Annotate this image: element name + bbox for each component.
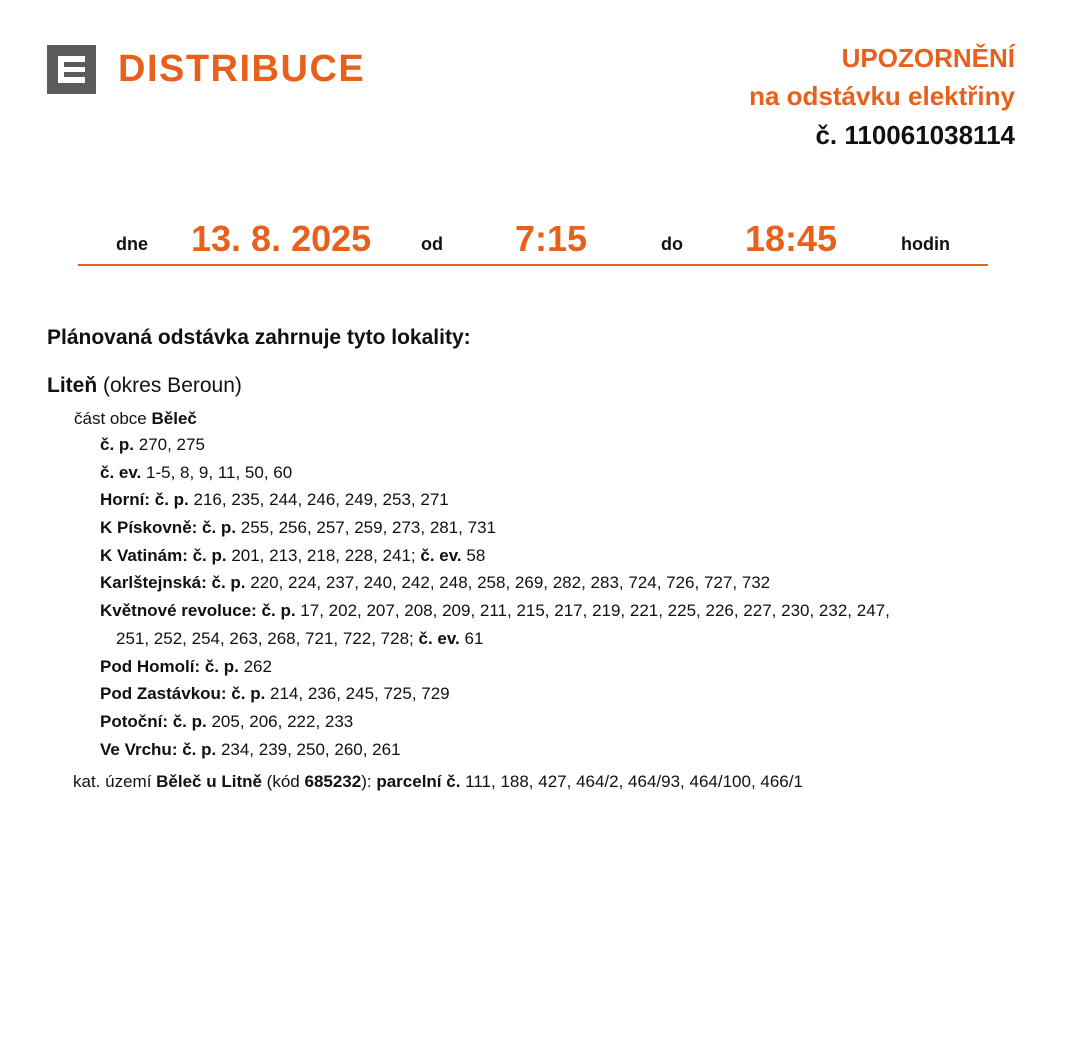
schedule-row	[78, 210, 988, 266]
address-numbers: 205, 206, 222, 233	[206, 711, 354, 731]
day-label: dne	[116, 234, 149, 254]
address-numbers: 270, 275	[134, 435, 205, 454]
address-numbers: 111, 188, 427, 464/2, 464/93, 464/100, 466/1	[460, 772, 803, 791]
address-line-continuation	[100, 629, 1020, 657]
address-label: Potoční: č. p.	[100, 711, 207, 731]
part-of-town	[74, 409, 197, 429]
address-line	[100, 546, 1020, 574]
localities-heading: Plánovaná odstávka zahrnuje tyto lokality:	[47, 326, 471, 349]
to-time: 18:45	[745, 218, 838, 259]
address-line	[100, 463, 1020, 491]
address-line	[100, 740, 1020, 768]
address-numbers: 251, 252, 254, 263, 268, 721, 722, 728;	[116, 628, 419, 648]
address-line	[100, 490, 1020, 518]
cez-e-logo-icon	[47, 45, 96, 94]
from-label: od	[421, 234, 443, 254]
address-label: Květnové revoluce: č. p.	[100, 601, 296, 621]
notice-header	[749, 42, 1015, 153]
address-label: K Vatinám: č. p.	[100, 545, 227, 565]
address-label: K Pískovně: č. p.	[100, 518, 237, 538]
notice-title: UPOZORNĚNÍ	[841, 43, 1015, 73]
address-numbers: 262	[238, 656, 272, 676]
notice-subtitle: na odstávku elektřiny	[749, 81, 1015, 111]
address-numbers: 1-5, 8, 9, 11, 50, 60	[141, 462, 293, 482]
address-numbers: 58	[461, 545, 486, 565]
address-numbers: 255, 256, 257, 259, 273, 281, 731	[236, 518, 496, 538]
part-name: Běleč	[151, 409, 197, 428]
outage-date: 13. 8. 2025	[191, 218, 372, 259]
town-district: (okres Beroun)	[97, 374, 242, 397]
address-line	[100, 518, 1020, 546]
town-line	[47, 374, 242, 398]
town-name: Liteň	[47, 374, 98, 397]
address-numbers: 201, 213, 218, 228, 241;	[226, 545, 421, 565]
address-label: č. ev.	[100, 462, 142, 482]
address-label: parcelní č.	[376, 772, 461, 791]
brand-name: DISTRIBUCE	[118, 48, 366, 90]
unit-label: hodin	[901, 234, 950, 254]
address-line	[100, 435, 1020, 463]
address-line	[100, 657, 1020, 685]
address-label: 685232	[304, 772, 362, 791]
address-numbers: (kód	[261, 772, 305, 791]
address-line	[100, 684, 1020, 712]
brand-logo	[47, 45, 365, 94]
address-numbers: ):	[361, 772, 377, 791]
from-time: 7:15	[515, 218, 588, 259]
address-label: Pod Homolí: č. p.	[100, 656, 239, 676]
address-numbers: 234, 239, 250, 260, 261	[216, 739, 401, 759]
address-line	[100, 573, 1020, 601]
address-label: Běleč u Litně	[156, 772, 262, 791]
address-label: Ve Vrchu: č. p.	[100, 739, 217, 759]
address-numbers: 220, 224, 237, 240, 242, 248, 258, 269, 282, 283, 724, 726, 727, 732	[245, 573, 771, 593]
to-label: do	[661, 234, 683, 254]
address-numbers: 61	[459, 628, 484, 648]
address-numbers: 216, 235, 244, 246, 249, 253, 271	[188, 490, 449, 510]
address-numbers: kat. území	[73, 772, 157, 791]
address-label: č. ev.	[418, 628, 460, 648]
address-label: Horní: č. p.	[100, 490, 189, 510]
cadastre-line	[73, 772, 803, 792]
address-numbers: 214, 236, 245, 725, 729	[265, 684, 450, 704]
address-label: Pod Zastávkou: č. p.	[100, 684, 266, 704]
address-line	[100, 601, 1020, 629]
address-label: č. ev.	[420, 545, 462, 565]
notice-number: č. 110061038114	[815, 120, 1015, 150]
part-label: část obce	[74, 409, 152, 428]
address-line	[100, 712, 1020, 740]
address-list	[100, 435, 1020, 767]
address-label: Karlštejnská: č. p.	[100, 573, 246, 593]
address-label: č. p.	[100, 435, 135, 454]
address-numbers: 17, 202, 207, 208, 209, 211, 215, 217, 219, 221, 225, 226, 227, 230, 232, 247,	[295, 601, 890, 621]
